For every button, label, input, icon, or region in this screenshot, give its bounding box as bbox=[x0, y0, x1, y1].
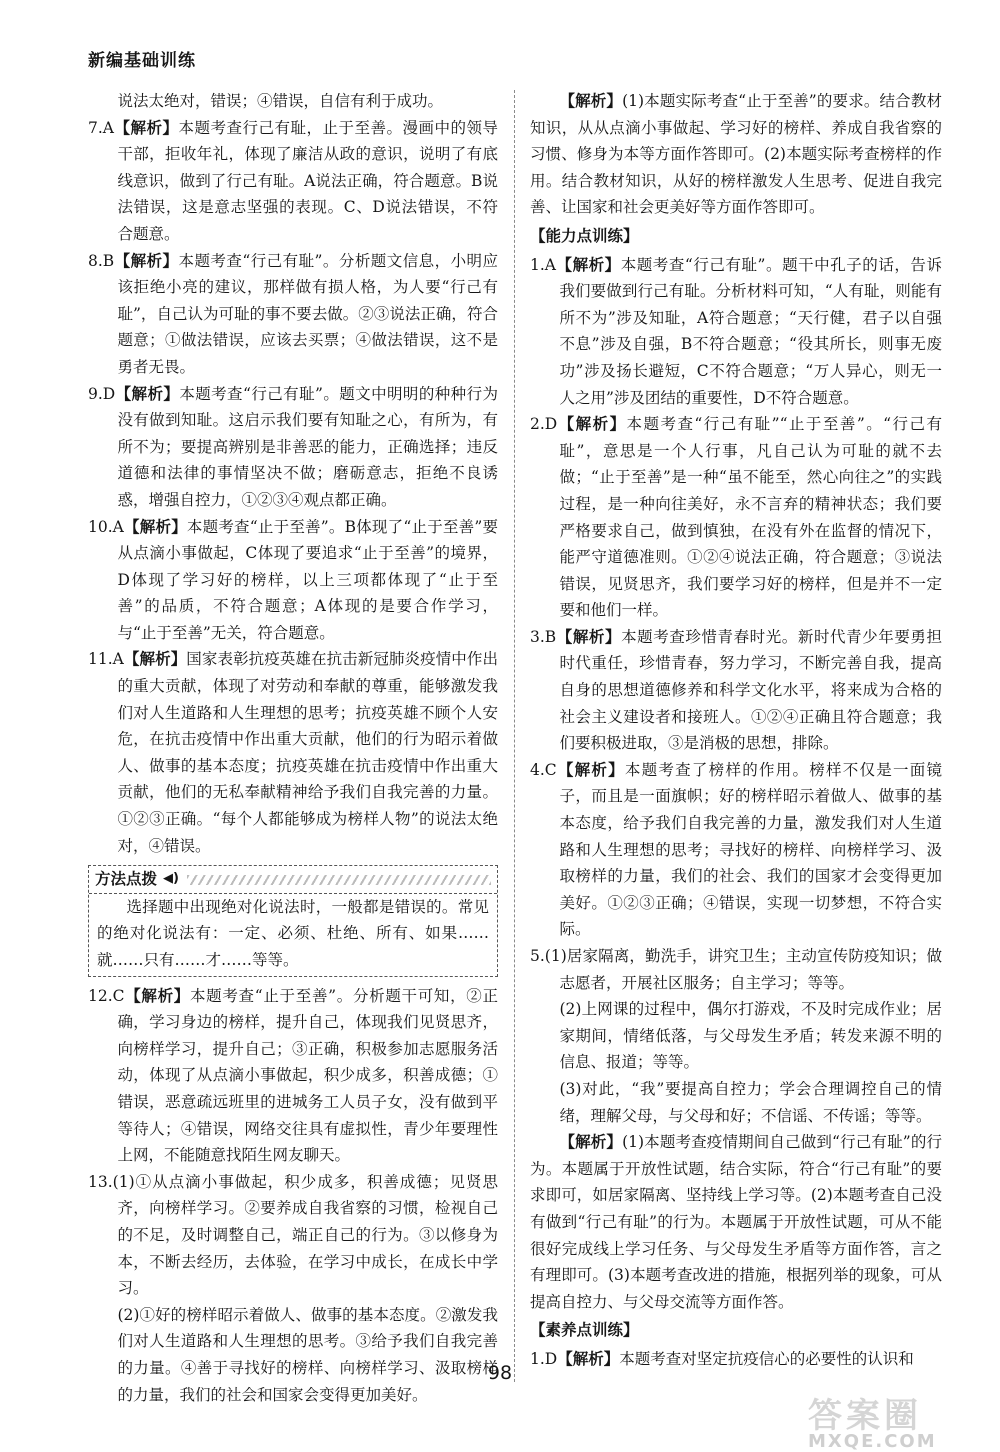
answer-paragraph bbox=[530, 88, 942, 221]
answer-text: (2)①好的榜样昭示着做人、做事的基本态度。②激发我们对人生道路和人生理想的思考。③给予我们自我完善的力量。④善于寻找好的榜样、向榜样学习、汲取榜样的力量，我们的社会和国家会变得更加美好。 bbox=[117, 1305, 498, 1404]
answer-text: (1)本题考查疫情期间自己做到“行己有耻”的行为。本题属于开放性试题，结合实际，符合“行己有耻”的要求即可，如居家隔离、坚持线上学习等。(2)本题考查自己没有做到“行己有耻”的行为。本题属于开放性试题，可从不能很好完成线上学习任务、与父母发生矛盾等方面作答，言之有理即可。(3)本题考查改进的措施，根据列举的现象，可从提高自控力、与父母交流等方面作答。 bbox=[530, 1133, 942, 1311]
tip-text: 选择题中出现绝对化说法时，一般都是错误的。常见的绝对化说法有：一定、必须、杜绝、所有、如果……就……只有……才……等等。 bbox=[97, 897, 489, 969]
question-number: 9.D bbox=[88, 384, 116, 403]
answer-paragraph bbox=[88, 514, 498, 647]
section-heading: 【素养点训练】 bbox=[530, 1321, 639, 1340]
answer-text: (1)居家隔离，勤洗手，讲究卫生；主动宣传防疫知识；做志愿者，开展社区服务；自主学习；等等。 bbox=[544, 947, 942, 992]
book-title: 新编基础训练 bbox=[88, 51, 196, 71]
answer-text: 本题考查对坚定抗疫信心的必要性的认识和 bbox=[619, 1349, 914, 1368]
left-column bbox=[88, 88, 498, 1408]
question-number: 2.D bbox=[530, 415, 558, 434]
analysis-tag: 【解析】 bbox=[557, 1348, 620, 1368]
answer-text: 本题考查“行己有耻”。题干中孔子的话，告诉我们要做到行己有耻。分析材料可知，“人有耻，则能有所不为”涉及知耻，A符合题意；“天行健，君子以自强不息”涉及自强，B不符合题意；“役其所长，则事无废功”涉及扬长避短，C不符合题意；“万人异心，则无一人之用”涉及团结的重要性，D不符合题意。 bbox=[559, 255, 942, 407]
answer-text: (1)本题实际考查“止于至善”的要求。结合教材知识，从从点滴小事做起、学习好的榜样、养成自我省察的习惯、修身为本等方面作答即可。(2)本题实际考查榜样的作用。结合教材知识，从好的榜样激发人生思考、促进自我完善、让国家和社会更美好等方面作答即可。 bbox=[530, 92, 942, 217]
analysis-tag: 【解析】 bbox=[556, 626, 622, 646]
answer-paragraph bbox=[530, 1129, 942, 1315]
section-heading: 【能力点训练】 bbox=[530, 226, 639, 245]
question-number: 8.B bbox=[88, 251, 115, 270]
question-number: 13. bbox=[88, 1172, 113, 1191]
analysis-tag: 【解析】 bbox=[555, 254, 621, 274]
analysis-tag: 【解析】 bbox=[559, 1132, 623, 1152]
answer-text: 国家表彰抗疫英雄在抗击新冠肺炎疫情中作出的重大贡献，体现了对劳动和奉献的尊重，能够激发我们对人生道路和人生理想的思考；抗疫英雄不顾个人安危，在抗击疫情中作出重大贡献，他们的行为昭示着做人、做事的基本态度；抗疫英雄在抗击疫情中作出重大贡献，他们的无私奉献精神给予我们自我完善的力量。①②③正确。“每个人都能够成为榜样人物”的说法太绝对，④错误。 bbox=[117, 650, 498, 855]
answer-text: 本题考查行己有耻，止于至善。漫画中的领导干部，拒收年礼，体现了廉洁从政的意识，说明了有底线意识，做到了行己有耻。A说法正确，符合题意。B说法错误，这是意志坚强的表现。C、D说法错误，不符合题意。 bbox=[117, 118, 498, 243]
right-column bbox=[530, 88, 942, 1373]
analysis-tag: 【解析】 bbox=[115, 383, 180, 403]
answer-paragraph bbox=[88, 248, 498, 381]
decorative-hatch bbox=[187, 875, 491, 885]
tip-title: 方法点拨 bbox=[95, 870, 158, 889]
answer-paragraph bbox=[530, 252, 942, 412]
answer-paragraph bbox=[530, 1076, 942, 1129]
answer-text: 本题考查“止于至善”。分析题干可知，②正确，学习身边的榜样，提升自己，体现我们见贤思齐，向榜样学习，提升自己；③正确，积极参加志愿服务活动，体现了从点滴小事做起，积少成多，积善成德；①错误，恶意疏远班里的进城务工人员子女，没有做到平等待人；④错误，网络交往具有虚拟性，青少年要理性上网，不能随意找陌生网友聊天。 bbox=[117, 986, 498, 1165]
answer-paragraph bbox=[88, 1169, 498, 1302]
answer-paragraph bbox=[88, 115, 498, 248]
watermark-logo: 答案圈 MXQE.COM bbox=[808, 1396, 937, 1452]
analysis-tag: 【解析】 bbox=[113, 117, 179, 137]
answer-text: 说法太绝对，错误；④错误，自信有利于成功。 bbox=[117, 92, 443, 110]
question-number: 10.A bbox=[88, 517, 124, 536]
answer-text: 本题考查“止于至善”。B体现了“止于至善”要从点滴小事做起，C体现了要追求“止于至善”的境界，D体现了学习好的榜样，以上三项都体现了“止于至善”的品质，不符合题意；A体现的是要合作学习，与“止于至善”无关，符合题意。 bbox=[117, 517, 498, 642]
answer-text: (2)上网课的过程中，偶尔打游戏，不及时完成作业；居家期间，情绪低落，与父母发生矛盾；转发来源不明的信息、报道；等等。 bbox=[559, 1000, 942, 1072]
answer-paragraph bbox=[530, 757, 942, 943]
answer-text: 本题考查了榜样的作用。榜样不仅是一面镜子，而且是一面旗帜；好的榜样昭示着做人、做事的基本态度，给予我们自我完善的力量，激发我们对人生道路和人生理想的思考；寻找好的榜样、向榜样学习、汲取榜样的力量，我们的社会、我们的国家才会变得更加美好。①②③正确；④错误，实现一切梦想，不符合实际。 bbox=[559, 760, 942, 939]
answer-paragraph bbox=[88, 646, 498, 859]
answer-paragraph bbox=[88, 381, 498, 514]
question-number: 11.A bbox=[88, 650, 124, 669]
method-tip-box bbox=[88, 865, 498, 976]
answer-paragraph bbox=[530, 996, 942, 1076]
answer-text: 本题考查“行己有耻”。题文中明明的种种行为没有做到知耻。这启示我们要有知耻之心，有所为，有所不为；要提高辨别是非善恶的能力，正确选择；违反道德和法律的事情坚决不做；磨砺意志，拒绝不良诱惑，增强自控力，①②③④观点都正确。 bbox=[117, 384, 498, 509]
answer-paragraph bbox=[530, 943, 942, 996]
question-number: 4.C bbox=[530, 760, 557, 779]
analysis-tag: 【解析】 bbox=[123, 516, 187, 536]
question-number: 12.C bbox=[88, 986, 125, 1005]
answer-text: (1)①从点滴小事做起，积少成多，积善成德；见贤思齐，向榜样学习。②要养成自我省察的习惯，检视自己的不足，及时调整自己，端正自己的行为。③以修身为本，不断去经历，去体验，在学习中成长，在成长中学习。 bbox=[112, 1172, 498, 1298]
answer-text: (3)对此，“我”要提高自控力；学会合理调控自己的情绪，理解父母，与父母和好；不信谣、不传谣；等等。 bbox=[559, 1079, 942, 1125]
analysis-tag: 【解析】 bbox=[124, 985, 190, 1005]
question-number: 5. bbox=[530, 947, 545, 965]
question-number: 1.A bbox=[530, 255, 556, 274]
answer-text: 本题考查“行己有耻”“止于至善”。“行己有耻”，意思是一个人行事，凡自己认为可耻的就不去做；“止于至善”是一种“虽不能至，然心向往之”的实践过程，是一种向往美好，永不言弃的精神状态；我们要严格要求自己，做到慎独，在没有外在监督的情况下，能严守道德准则。①②④说法正确，符合题意；③说法错误，见贤思齐，我们要学习好的榜样，但是并不一定要和他们一样。 bbox=[559, 415, 942, 620]
speaker-icon: ◀) bbox=[163, 871, 179, 887]
question-number: 3.B bbox=[530, 627, 557, 646]
column-divider bbox=[514, 90, 515, 1382]
answer-paragraph bbox=[88, 983, 498, 1169]
answer-text: 本题考查“行己有耻”。分析题文信息，小明应该拒绝小亮的建议，那样做有损人格，为人要“行己有耻”，自己认为可耻的事不要去做。②③说法正确，符合题意；①做法错误，应该去买票；④做法错误，这不是勇者无畏。 bbox=[117, 251, 498, 376]
question-number: 1.D bbox=[530, 1349, 558, 1368]
answer-paragraph bbox=[88, 1302, 498, 1408]
answer-text: 本题考查珍惜青春时光。新时代青少年要勇担时代重任，珍惜青春，努力学习，不断完善自我，提高自身的思想道德修养和科学文化水平，将来成为合格的社会主义建设者和接班人。①②④正确且符合题意；我们要积极进取，③是消极的思想，排除。 bbox=[559, 627, 942, 753]
page-number: 98 bbox=[487, 1362, 513, 1384]
analysis-tag: 【解析】 bbox=[559, 91, 623, 110]
answer-paragraph bbox=[530, 411, 942, 624]
answer-paragraph bbox=[530, 624, 942, 757]
analysis-tag: 【解析】 bbox=[123, 649, 187, 669]
question-number: 7.A bbox=[88, 118, 114, 137]
analysis-tag: 【解析】 bbox=[556, 759, 625, 779]
tip-header bbox=[89, 866, 497, 894]
analysis-tag: 【解析】 bbox=[114, 250, 179, 270]
analysis-tag: 【解析】 bbox=[557, 414, 627, 434]
answer-paragraph bbox=[88, 88, 498, 115]
